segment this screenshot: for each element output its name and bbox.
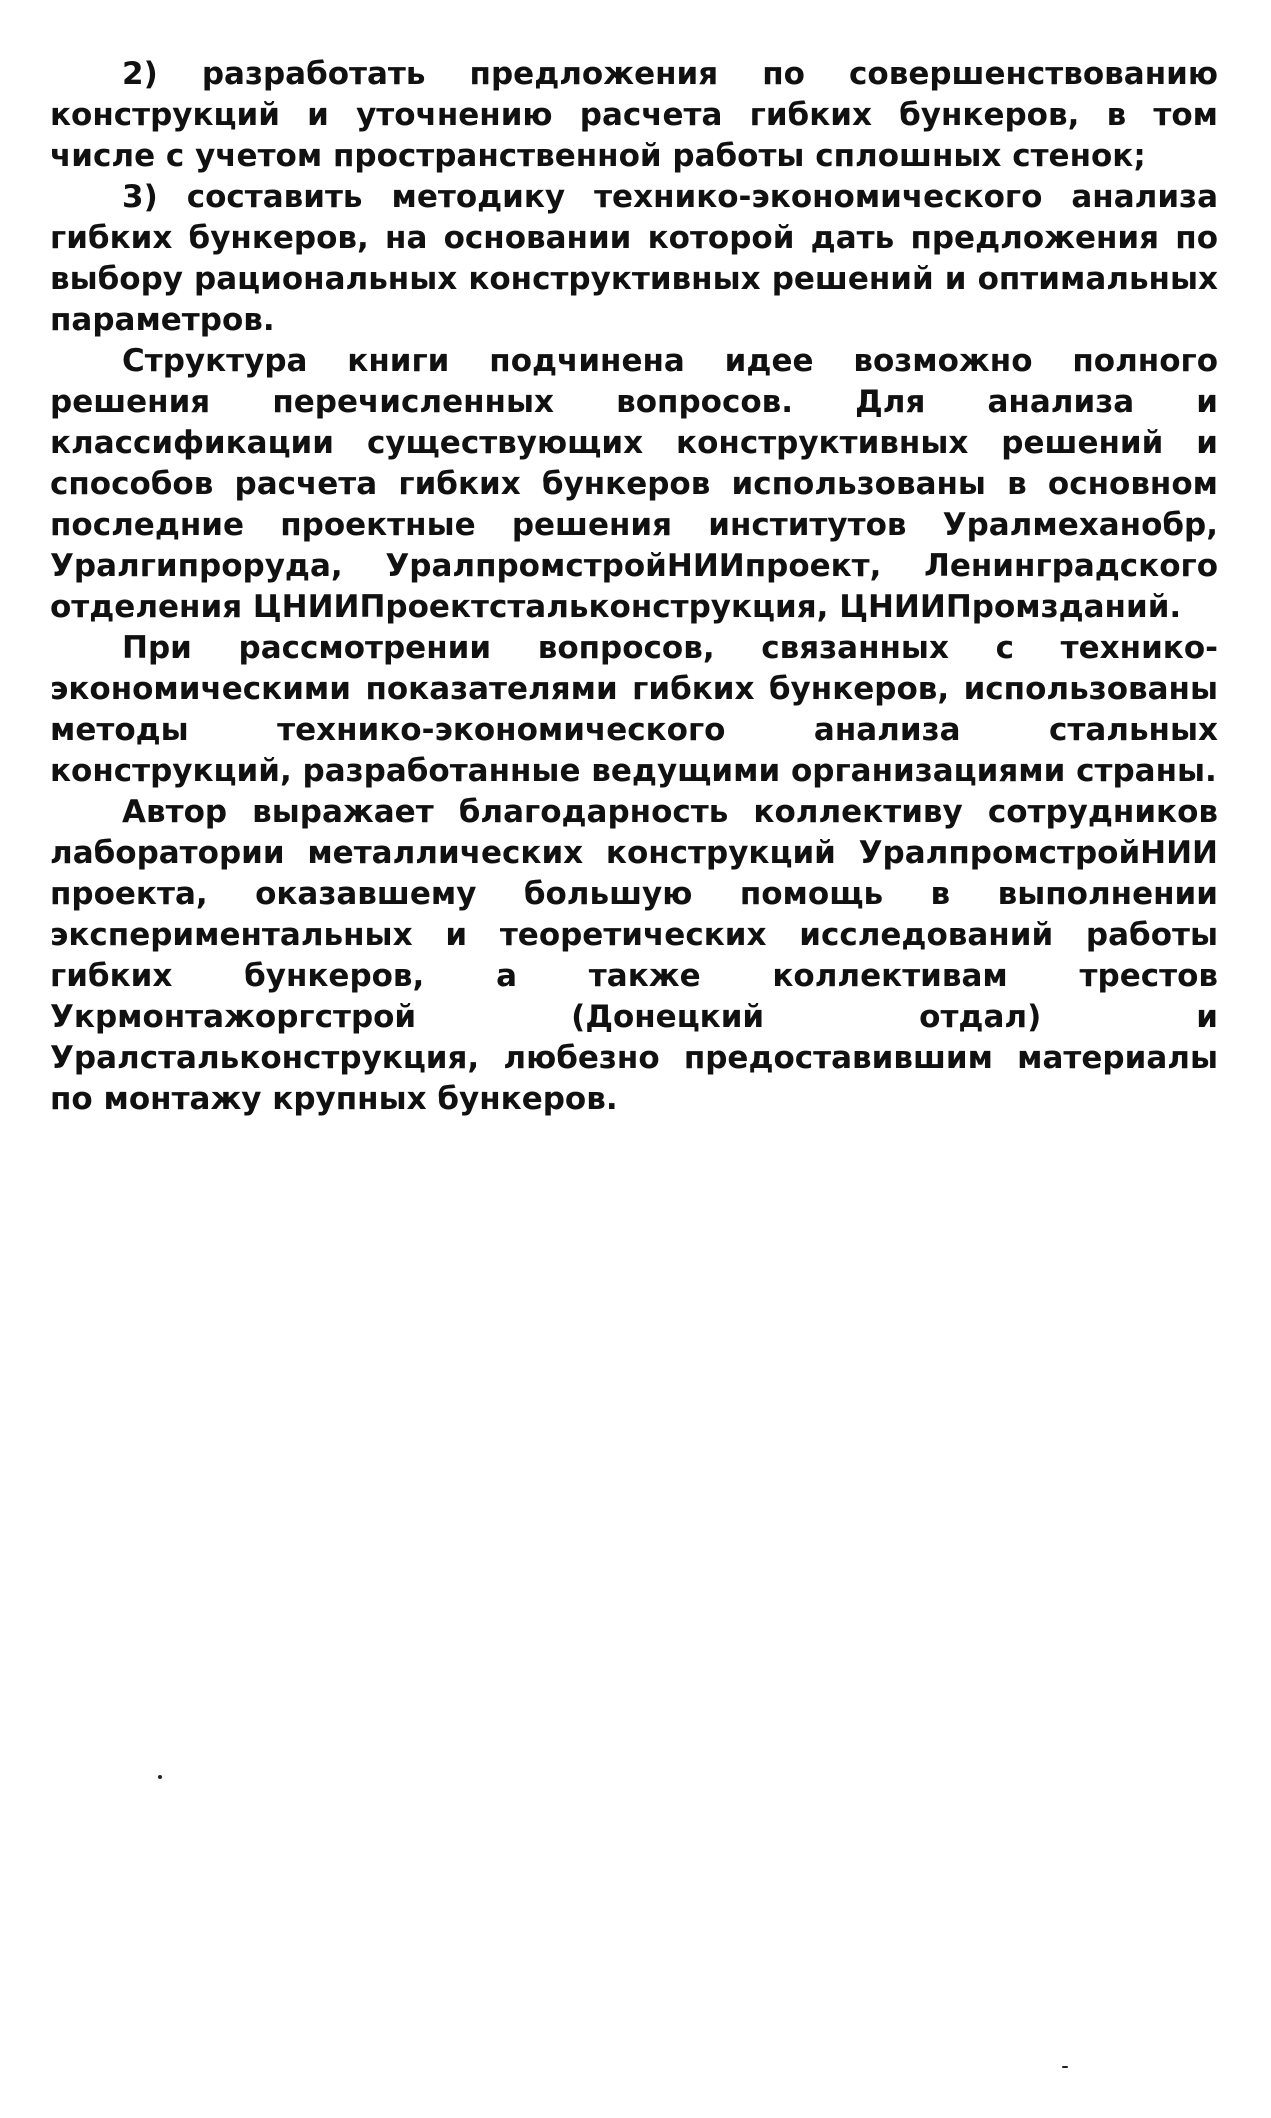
paragraph-item-3: 3) составить методику технико-экономического анализа гибких бункеров, на основании которой дать предложения по выбору рациональных конструктивных решений и оптимальных параметров. (50, 179, 1218, 338)
paragraph-economics: При рассмотрении вопросов, связанных с технико-экономическими показателями гибких бункеров, использованы методы технико-экономического анализа стальных конструкций, разработанные ведущими организациями страны. (50, 630, 1218, 789)
document-body (50, 54, 1218, 1120)
paragraph-structure: Структура книги подчинена идее возможно полного решения перечисленных вопросов. Для анализа и классификации существующих конструктивных решений и способов расчета гибких бункеров использованы в основном последние проектные решения институтов Уралмеханобр, Уралгипроруда, УралпромстройНИИпроект, Ленинградского отделения ЦНИИПроектстальконструкция, ЦНИИПромзданий. (50, 343, 1218, 625)
paragraph-item-2: 2) разработать предложения по совершенствованию конструкций и уточнению расчета гибких бункеров, в том числе с учетом пространственной работы сплошных стенок; (50, 56, 1218, 174)
scan-speck (1062, 2066, 1068, 2068)
paragraph-acknowledgement: Автор выражает благодарность коллективу сотрудников лаборатории металлических конструкций УралпромстройНИИ проекта, оказавшему большую помощь в выполнении экспериментальных и теоретических исследований работы гибких бункеров, а также коллективам трестов Укрмонтажоргстрой (Донецкий отдал) и Уралстальконструкция, любезно предоставившим материалы по монтажу крупных бункеров. (50, 794, 1218, 1117)
scan-speck (158, 1775, 162, 1779)
